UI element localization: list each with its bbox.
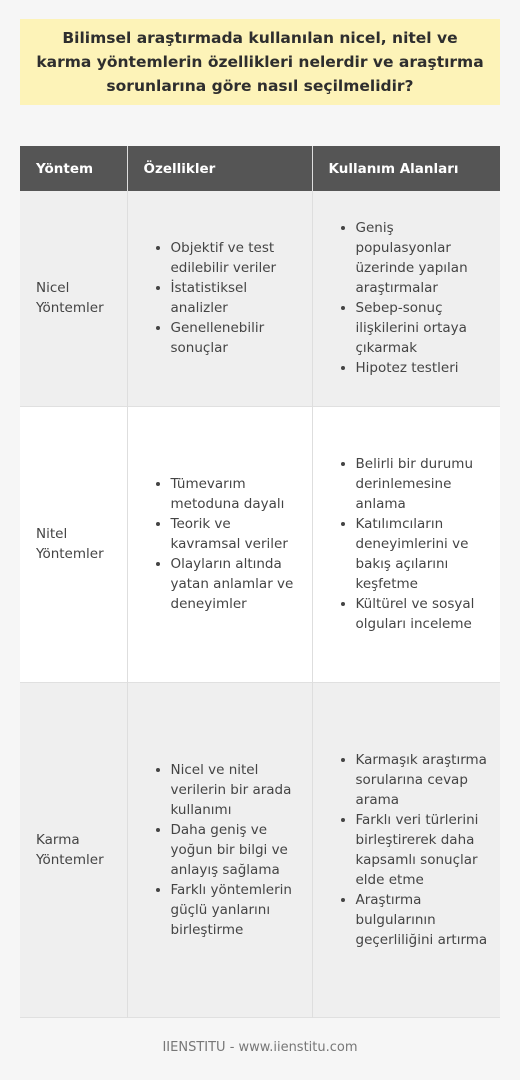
use-item: • Geniş populasyonlar üzerinde yapılan araştırmalar (356, 218, 492, 298)
method-name: Nicel (36, 280, 70, 297)
uses-cell (312, 191, 500, 406)
method-cell (20, 682, 127, 1017)
table-row-nicel (20, 191, 500, 406)
header-uses: Kullanım Alanları (312, 146, 500, 191)
features-cell (127, 406, 312, 682)
feature-item: • Tümevarım metoduna dayalı (171, 474, 303, 514)
uses-cell (312, 406, 500, 682)
header-features: Özellikler (127, 146, 312, 191)
feature-item: • Teorik ve kavramsal veriler (171, 514, 303, 554)
uses-list (314, 454, 500, 634)
features-list (129, 238, 311, 358)
use-item: • Sebep-sonuç ilişkilerini ortaya çıkarmak (356, 298, 492, 358)
methods-table (20, 146, 500, 1018)
feature-item: • Olayların altında yatan anlamlar ve deneyimler (171, 554, 303, 614)
use-item: • Karmaşık araştırma sorularına cevap arama (356, 750, 492, 810)
use-item: • Belirli bir durumu derinlemesine anlama (356, 454, 492, 514)
feature-item: • Daha geniş ve yoğun bir bilgi ve anlayış sağlama (171, 820, 303, 880)
footer-credit (0, 1040, 520, 1055)
table-header-row (20, 146, 500, 191)
feature-item: • Objektif ve test edilebilir veriler (171, 238, 303, 278)
features-list (129, 760, 311, 940)
method-name: Karma (36, 831, 80, 848)
features-list (129, 474, 311, 614)
methods-table-container (20, 146, 500, 1017)
method-name: Nitel (36, 526, 68, 542)
question-title (20, 19, 500, 105)
header-method: Yöntem (20, 146, 127, 191)
feature-item: • Nicel ve nitel verilerin bir arada kullanımı (171, 760, 303, 820)
feature-item: • Farklı yöntemlerin güçlü yanlarını birleştirme (171, 880, 303, 940)
uses-list (314, 218, 500, 378)
footer-text: IIENSTITU - www.iienstitu.com (162, 1040, 358, 1055)
features-cell (127, 682, 312, 1017)
features-cell (127, 191, 312, 406)
uses-list (314, 750, 500, 950)
method-cell (20, 191, 127, 406)
uses-cell (312, 682, 500, 1017)
method-name-suffix: Yöntemler (36, 300, 104, 317)
feature-item: • İstatistiksel analizler (171, 278, 303, 318)
feature-item: • Genellenebilir sonuçlar (171, 318, 303, 358)
question-title-text: Bilimsel araştırmada kullanılan nicel, nitel ve karma yöntemlerin özellikleri nelerdir ve araştırma sorunlarına göre nasıl seçilmelidir? (36, 29, 484, 95)
use-item: • Araştırma bulgularının geçerliliğini artırma (356, 890, 492, 950)
method-name-suffix: Yöntemler (36, 851, 104, 868)
use-item: • Kültürel ve sosyal olguları inceleme (356, 594, 492, 634)
method-cell (20, 406, 127, 682)
table-row-nitel (20, 406, 500, 682)
use-item: • Farklı veri türlerini birleştirerek daha kapsamlı sonuçlar elde etme (356, 810, 492, 890)
table-row-karma (20, 682, 500, 1017)
use-item: • Katılımcıların deneyimlerini ve bakış açılarını keşfetme (356, 514, 492, 594)
use-item: • Hipotez testleri (356, 358, 492, 378)
method-name-suffix: Yöntemler (36, 546, 104, 562)
